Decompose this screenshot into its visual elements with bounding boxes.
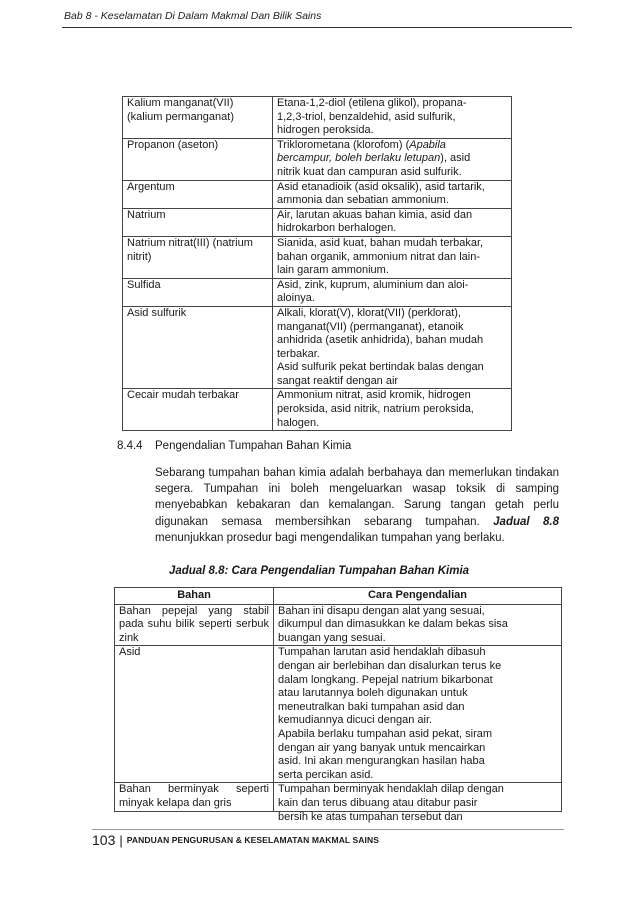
- incompatible-cell: Sianida, asid kuat, bahan mudah terbakar, bahan organik, ammonium nitrat dan lain- lain garam ammonium.: [273, 236, 512, 278]
- incompatible-cell: Etana-1,2-diol (etilena glikol), propana- 1,2,3-triol, benzaldehid, asid sulfurik, hidrogen peroksida.: [273, 97, 512, 139]
- chemical-cell: Kalium manganat(VII) (kalium permanganat): [123, 97, 273, 139]
- handling-cell: Tumpahan larutan asid hendaklah dibasuh dengan air berlebihan dan disalurkan terus ke dalam longkang. Pepejal natrium bikarbonat atau larutannya boleh digunakan untuk meneutralkan baki tumpahan asid dan kemudiannya dicuci dengan air. Apabila berlaku tumpahan asid pekat, siram dengan air yang banyak untuk mencairkan asid. Ini akan mengurangkan hasilan haba serta percikan asid.: [274, 646, 562, 783]
- column-header: Cara Pengendalian: [274, 588, 562, 605]
- chemical-cell: Cecair mudah terbakar: [123, 389, 273, 431]
- column-header: Bahan: [115, 588, 274, 605]
- footer-rule: [92, 829, 564, 830]
- footer-separator: |: [119, 832, 123, 848]
- table-row: [123, 236, 512, 278]
- incompatible-cell: Air, larutan akuas bahan kimia, asid dan hidrokarbon berhalogen.: [273, 208, 512, 236]
- table-row: [123, 97, 512, 139]
- handling-cell: Tumpahan berminyak hendaklah dilap dengan kain dan terus dibuang atau ditabur pasir bersih ke atas tumpahan tersebut dan: [274, 783, 562, 811]
- table-row: [123, 208, 512, 236]
- chemical-cell: Natrium nitrat(III) (natrium nitrit): [123, 236, 273, 278]
- table-row: [123, 278, 512, 306]
- material-cell: Asid: [115, 646, 274, 783]
- header-rule: [62, 27, 572, 28]
- table-reference: Jadual 8.8: [493, 515, 559, 528]
- chemical-cell: Propanon (aseton): [123, 138, 273, 180]
- footer-title: PANDUAN PENGURUSAN & KESELAMATAN MAKMAL SAINS: [126, 835, 380, 845]
- incompatible-cell: Ammonium nitrat, asid kromik, hidrogen peroksida, asid nitrik, natrium peroksida, halogen.: [273, 389, 512, 431]
- running-header: Bab 8 - Keselamatan Di Dalam Makmal Dan Bilik Sains: [64, 10, 322, 22]
- table-header-row: [115, 588, 562, 605]
- incompatible-chemicals-table: [122, 96, 512, 431]
- page-number: 103: [92, 832, 116, 848]
- table-row: [115, 646, 562, 783]
- material-cell: Bahan berminyak seperti minyak kelapa dan gris: [115, 783, 274, 811]
- section-number: 8.4.4: [117, 440, 143, 452]
- chemical-cell: Asid sulfurik: [123, 306, 273, 389]
- section-paragraph: Sebarang tumpahan bahan kimia adalah berbahaya dan memerlukan tindakan segera. Tumpahan ini boleh mengeluarkan wasap toksik di samping menyebabkan kebakaran dan kemalangan. Sarung tangan getah perlu digunakan semasa membersihkan sebarang tumpahan. Jadual 8.8 menunjukkan prosedur bagi mengendalikan tumpahan yang berlaku.: [155, 467, 559, 544]
- table-row: [123, 138, 512, 180]
- material-cell: Bahan pepejal yang stabil pada suhu bilik seperti serbuk zink: [115, 604, 274, 646]
- chemical-cell: Argentum: [123, 180, 273, 208]
- table-row: [123, 306, 512, 389]
- table-row: [123, 180, 512, 208]
- table-row: [115, 604, 562, 646]
- spill-handling-table: [114, 587, 562, 823]
- page-footer: [92, 832, 379, 848]
- incompatible-cell: Alkali, klorat(V), klorat(VII) (perklorat), manganat(VII) (permanganat), etanoik anhidrida (asetik anhidrida), bahan mudah terbakar. Asid sulfurik pekat bertindak balas dengan sangat reaktif dengan air: [273, 306, 512, 389]
- incompatible-cell: Asid, zink, kuprum, aluminium dan aloi- aloinya.: [273, 278, 512, 306]
- explosion-warning: Apabila bercampur, boleh berlaku letupan: [277, 138, 446, 165]
- handling-cell: Bahan ini disapu dengan alat yang sesuai, dikumpul dan dimasukkan ke dalam bekas sisa buangan yang sesuai.: [274, 604, 562, 646]
- incompatible-cell: Asid etanadioik (asid oksalik), asid tartarik, ammonia dan sebatian ammonium.: [273, 180, 512, 208]
- table-caption: Jadual 8.8: Cara Pengendalian Tumpahan Bahan Kimia: [168, 565, 470, 577]
- section-title: Pengendalian Tumpahan Bahan Kimia: [155, 440, 352, 452]
- chemical-cell: Sulfida: [123, 278, 273, 306]
- section-heading: [117, 440, 351, 452]
- chemical-cell: Natrium: [123, 208, 273, 236]
- incompatible-cell: Triklorometana (klorofom) (Apabila bercampur, boleh berlaku letupan), asid nitrik kuat dan campuran asid sulfurik.: [273, 138, 512, 180]
- table-row: [123, 389, 512, 431]
- table-row: [115, 783, 562, 811]
